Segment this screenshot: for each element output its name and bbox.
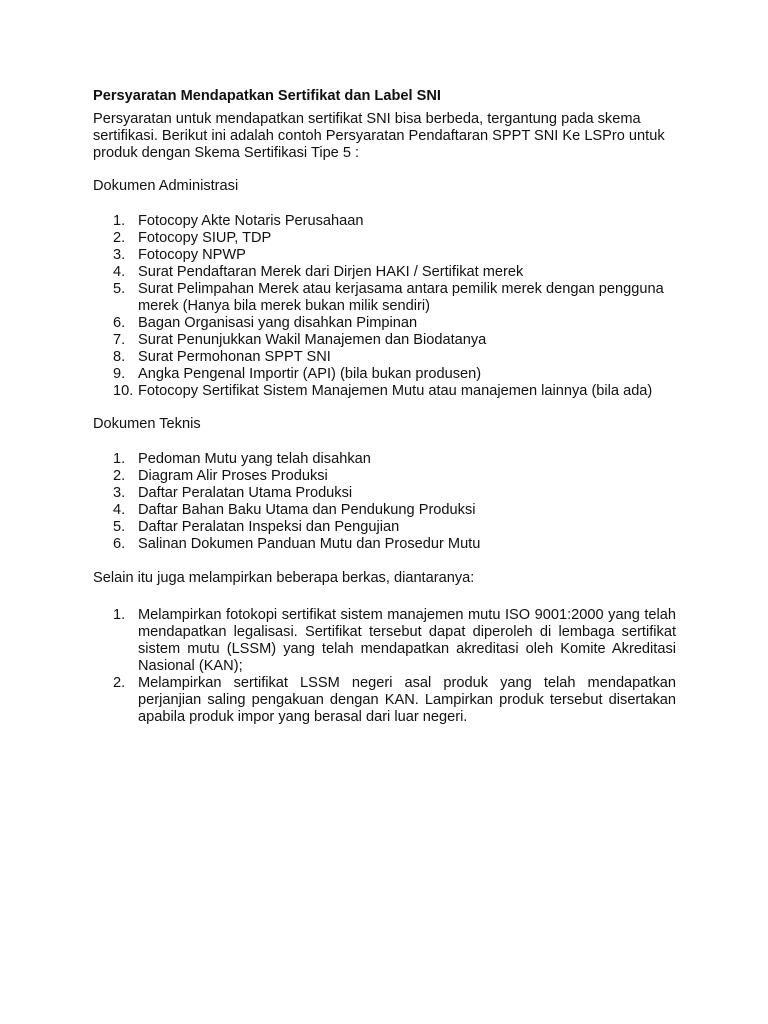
list-item <box>93 468 676 485</box>
list-item <box>93 519 676 536</box>
list-item <box>93 332 676 349</box>
intro-paragraph: Persyaratan untuk mendapatkan sertifikat SNI bisa berbeda, tergantung pada skema sertifikasi. Berikut ini adalah contoh Persyaratan Pendaftaran SPPT SNI Ke LSPro untuk produk dengan Skema Sertifikasi Tipe 5 : <box>93 111 665 161</box>
list-item-text: Diagram Alir Proses Produksi <box>138 468 328 484</box>
list-item-text: Salinan Dokumen Panduan Mutu dan Prosedur Mutu <box>138 536 481 552</box>
list-item <box>93 607 676 675</box>
admin-section-heading: Dokumen Administrasi <box>93 178 239 194</box>
list-item <box>93 451 676 468</box>
list-item <box>93 247 676 264</box>
list-item-text: Melampirkan sertifikat LSSM negeri asal produk yang telah mendapatkan perjanjian saling pengakuan dengan KAN. Lampirkan produk tersebut disertakan apabila produk impor yang berasal dari luar negeri. <box>138 675 676 725</box>
list-item-number: 9. <box>113 366 126 382</box>
list-item-number: 3. <box>113 485 126 501</box>
list-item-text: Daftar Bahan Baku Utama dan Pendukung Produksi <box>138 502 476 518</box>
list-item-text: Daftar Peralatan Inspeksi dan Pengujian <box>138 519 400 535</box>
list-item-number: 1. <box>113 451 126 467</box>
list-item-number: 4. <box>113 264 126 280</box>
list-item-text: Fotocopy Sertifikat Sistem Manajemen Mutu atau manajemen lainnya (bila ada) <box>138 383 653 399</box>
list-item <box>93 264 676 281</box>
document-title: Persyaratan Mendapatkan Sertifikat dan Label SNI <box>93 88 441 104</box>
list-item-number: 6. <box>113 315 126 331</box>
list-item-text: Bagan Organisasi yang disahkan Pimpinan <box>138 315 418 331</box>
list-item-number: 1. <box>113 607 126 623</box>
list-item-text: Fotocopy Akte Notaris Perusahaan <box>138 213 364 229</box>
list-item-number: 7. <box>113 332 126 348</box>
list-item <box>93 675 676 726</box>
list-item <box>93 485 676 502</box>
list-item-number: 3. <box>113 247 126 263</box>
technical-documents-list <box>93 451 676 553</box>
extra-documents-list <box>93 607 676 726</box>
admin-documents-list <box>93 213 676 400</box>
list-item-text: Fotocopy NPWP <box>138 247 246 263</box>
technical-section-heading: Dokumen Teknis <box>93 416 201 432</box>
list-item-number: 5. <box>113 281 126 297</box>
list-item-number: 8. <box>113 349 126 365</box>
list-item <box>93 230 676 247</box>
list-item-text: Surat Pendaftaran Merek dari Dirjen HAKI / Sertifikat merek <box>138 264 524 280</box>
extra-section-heading: Selain itu juga melampirkan beberapa berkas, diantaranya: <box>93 570 475 586</box>
list-item <box>93 315 676 332</box>
list-item-number: 4. <box>113 502 126 518</box>
list-item <box>93 502 676 519</box>
list-item-text: Surat Pelimpahan Merek atau kerjasama antara pemilik merek dengan pengguna merek (Hanya bila merek bukan milik sendiri) <box>138 281 664 314</box>
list-item-number: 2. <box>113 468 126 484</box>
list-item <box>93 383 676 400</box>
list-item <box>93 213 676 230</box>
list-item-number: 5. <box>113 519 126 535</box>
list-item-number: 10. <box>113 383 134 399</box>
list-item-number: 2. <box>113 675 126 691</box>
list-item <box>93 536 676 553</box>
list-item-text: Surat Permohonan SPPT SNI <box>138 349 331 365</box>
list-item-text: Surat Penunjukkan Wakil Manajemen dan Biodatanya <box>138 332 487 348</box>
list-item-number: 2. <box>113 230 126 246</box>
list-item <box>93 349 676 366</box>
list-item <box>93 281 676 315</box>
list-item-number: 1. <box>113 213 126 229</box>
list-item-text: Melampirkan fotokopi sertifikat sistem manajemen mutu ISO 9001:2000 yang telah mendapatkan legalisasi. Sertifikat tersebut dapat diperoleh di lembaga sertifikat sistem mutu (LSSM) yang telah mendapatkan akreditasi oleh Komite Akreditasi Nasional (KAN); <box>138 607 676 674</box>
list-item-text: Fotocopy SIUP, TDP <box>138 230 272 246</box>
list-item-text: Angka Pengenal Importir (API) (bila bukan produsen) <box>138 366 482 382</box>
list-item-text: Pedoman Mutu yang telah disahkan <box>138 451 371 467</box>
document-page <box>93 88 676 726</box>
list-item-number: 6. <box>113 536 126 552</box>
list-item <box>93 366 676 383</box>
list-item-text: Daftar Peralatan Utama Produksi <box>138 485 353 501</box>
